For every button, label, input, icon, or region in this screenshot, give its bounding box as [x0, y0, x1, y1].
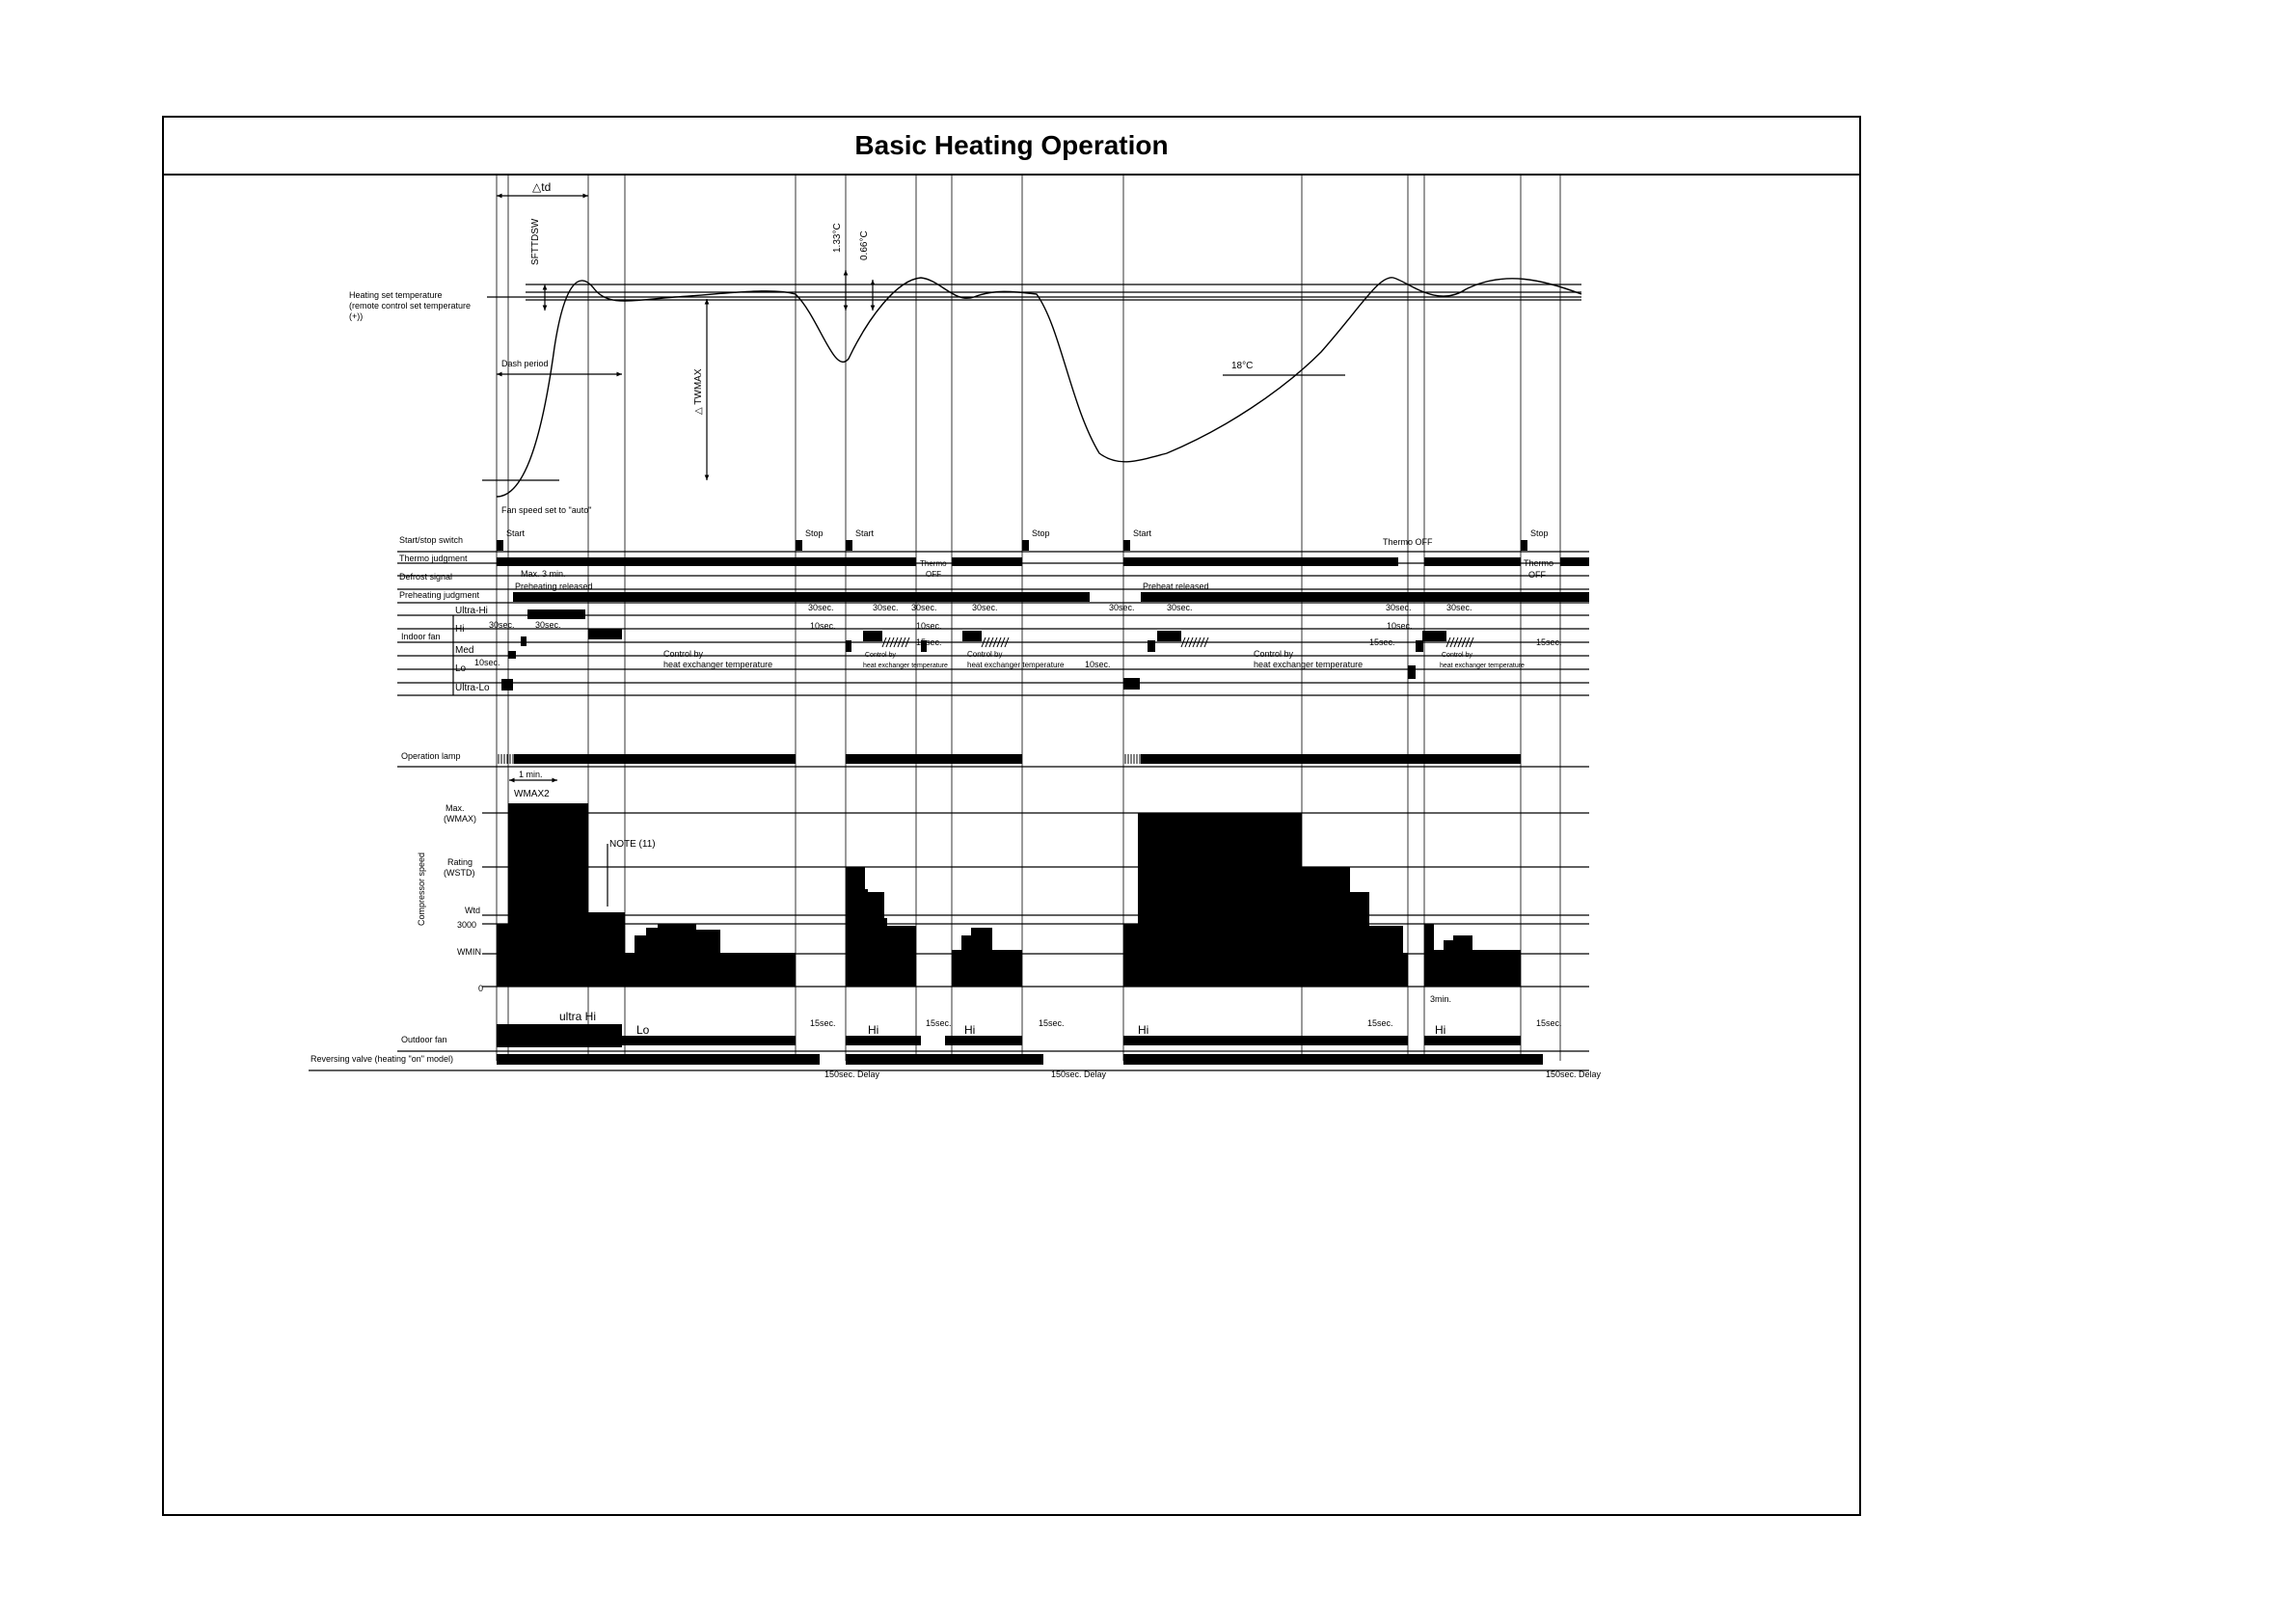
compressor-speed-block: [1123, 924, 1138, 987]
compressor-step: [872, 901, 876, 935]
compressor-step: [1340, 914, 1345, 943]
switch-pulse: [1022, 540, 1029, 551]
arrow-head: [509, 778, 515, 783]
arrow-head: [552, 778, 557, 783]
time-30s-label: 30sec.: [911, 603, 937, 612]
fan-speed-bar: [1123, 678, 1140, 690]
wmax2-label: WMAX2: [514, 789, 550, 799]
outdoor-fan-bar: [1424, 1036, 1521, 1045]
compressor-speed-block: [971, 928, 992, 987]
control-by-label: heat exchanger temperature: [1254, 660, 1364, 669]
dash-period-label: Dash period: [501, 359, 549, 368]
setpoint-label-line-1: Heating set temperature: [349, 290, 443, 300]
note11-label: NOTE (11): [609, 839, 656, 850]
compressor-speed-block: [884, 926, 916, 987]
switch-event-label: Stop: [1530, 528, 1549, 538]
switch-pulse: [846, 540, 852, 551]
max3-label: Max. 3 min.: [521, 569, 566, 579]
time-30s-label: 30sec.: [873, 603, 899, 612]
reversing-valve-label: Reversing valve (heating "on" model): [311, 1054, 453, 1064]
time-30s-label: 30sec.: [1167, 603, 1193, 612]
compressor-speed-block: [992, 950, 1022, 987]
time-15s-label: 15sec.: [1536, 637, 1562, 647]
band-upper-label: 1.33°C: [832, 223, 843, 253]
time-15s-label: 15sec.: [1039, 1018, 1065, 1028]
outdoor-fan-bar: [497, 1024, 622, 1047]
hi-label: Hi: [868, 1023, 879, 1037]
lo-label: Lo: [636, 1023, 650, 1037]
control-by-label: heat exchanger temperature: [663, 660, 773, 669]
fan-speed-bar: [527, 609, 585, 619]
time-30s-label: 30sec.: [1109, 603, 1135, 612]
hi-label: Hi: [1435, 1023, 1446, 1037]
delta-twmax-label: △ TWMAX: [693, 368, 704, 415]
fan-level-label: Med: [455, 645, 474, 656]
hi-label: Hi: [964, 1023, 976, 1037]
fan-speed-bar: [846, 640, 851, 652]
arrow-head: [871, 280, 876, 285]
compressor-rating-label: Rating: [447, 857, 473, 867]
time-30s-label: 30sec.: [489, 620, 515, 630]
compressor-speed-block: [1403, 953, 1408, 987]
indoor-fan-label: Indoor fan: [401, 632, 441, 641]
time-10s-label: 10sec.: [810, 621, 836, 631]
compressor-step: [883, 918, 887, 935]
band-lower-label: 0.66°C: [859, 230, 870, 260]
setpoint-label-line-2: (remote control set temperature: [349, 301, 472, 311]
outdoor-fan-bar: [945, 1036, 1022, 1045]
compressor-step: [864, 889, 868, 935]
compressor-step: [876, 907, 879, 935]
compressor-step: [1321, 883, 1326, 932]
compressor-speed-block: [1453, 935, 1472, 987]
fan-speed-bar: [1148, 640, 1155, 652]
three-min-label: 3min.: [1430, 994, 1452, 1004]
switch-event-label: Start: [506, 528, 526, 538]
delta-td-label: △td: [532, 180, 552, 194]
reversing-valve-bar: [846, 1054, 1043, 1065]
thermo-stop-label: OFF: [1528, 570, 1546, 580]
time-10s-label: 10sec.: [916, 621, 942, 631]
arrow-head: [616, 372, 622, 377]
control-by-label: Control by: [967, 650, 1003, 659]
compressor-step: [1326, 891, 1331, 934]
control-by-label: heat exchanger temperature: [1440, 663, 1525, 669]
fan-speed-bar: [508, 651, 516, 659]
operation-lamp-bar: [1141, 754, 1521, 764]
compressor-speed-block: [1369, 926, 1403, 987]
outdoor-fan-bar: [846, 1036, 921, 1045]
arrow-head: [543, 284, 548, 290]
compressor-speed-block: [646, 928, 658, 987]
compressor-step: [1316, 876, 1321, 929]
setpoint-label-line-3: (+)): [349, 311, 364, 321]
switch-event-label: Stop: [1032, 528, 1050, 538]
fan-level-label: Ultra-Hi: [455, 606, 488, 616]
compressor-step: [1331, 899, 1336, 937]
thermo-bar: [1123, 557, 1398, 566]
preheat-released-label: Preheat released: [1143, 582, 1209, 591]
preheat-bar: [1141, 592, 1589, 602]
arrow-head: [543, 305, 548, 311]
fan-speed-bar: [501, 679, 513, 690]
thermo-bar: [952, 557, 1022, 566]
hi-label: Hi: [1138, 1023, 1149, 1037]
time-30s-label: 30sec.: [535, 620, 561, 630]
compressor-speed-block: [720, 953, 796, 987]
thermo-bar: [497, 557, 916, 566]
compressor-speed-block: [696, 930, 720, 987]
thermo-off-label: OFF: [926, 570, 941, 579]
preheating-released-label: Preheating released: [515, 582, 593, 591]
fan-speed-bar: [863, 631, 882, 641]
compressor-speed-label: Compressor speed: [417, 852, 426, 926]
fan-auto-label: Fan speed set to "auto": [501, 505, 592, 515]
compressor-step: [856, 878, 860, 935]
fan-level-label: Ultra-Lo: [455, 683, 490, 693]
thermo-off-label: Thermo: [920, 559, 947, 568]
compressor-3000-label: 3000: [457, 920, 477, 930]
compressor-step: [1336, 907, 1340, 940]
control-by-label: heat exchanger temperature: [967, 661, 1065, 669]
fan-level-label: Hi: [455, 624, 465, 635]
compressor-step: [879, 912, 883, 935]
operation-lamp-bar: [846, 754, 1022, 764]
compressor-speed-block: [497, 924, 508, 987]
ultra-hi-label: ultra Hi: [559, 1010, 597, 1023]
thermo-bar: [1424, 557, 1521, 566]
sfttdsw-label: SFTTDSW: [530, 218, 541, 265]
compressor-max-label: Max.: [446, 803, 465, 813]
arrow-head: [582, 194, 588, 199]
arrow-head: [844, 270, 849, 276]
compressor-step: [1311, 868, 1316, 926]
switch-event-label: Stop: [805, 528, 824, 538]
outdoor-fan-bar: [622, 1036, 796, 1045]
compressor-speed-block: [1472, 950, 1521, 987]
diagram-title: Basic Heating Operation: [854, 130, 1169, 160]
compressor-step: [1345, 922, 1350, 946]
compressor-speed-block: [1444, 940, 1453, 987]
one-min-label: 1 min.: [519, 770, 543, 779]
operation-lamp-bar: [514, 754, 796, 764]
time-30s-label: 30sec.: [808, 603, 834, 612]
arrow-head: [871, 305, 876, 311]
fan-speed-bar: [588, 629, 622, 639]
time-10s-label: 10sec.: [474, 658, 500, 667]
time-10s-label: 10sec.: [1085, 660, 1111, 669]
time-15s-label: 15sec.: [1369, 637, 1395, 647]
thermo-stop-label: Thermo: [1524, 558, 1554, 568]
fan-level-label: Lo: [455, 663, 467, 674]
time-10s-label: 10sec.: [1387, 621, 1413, 631]
fan-speed-bar: [1416, 640, 1423, 652]
compressor-step: [860, 883, 864, 935]
arrow-head: [497, 372, 502, 377]
compressor-speed-block: [961, 935, 971, 987]
switch-event-label: Start: [855, 528, 875, 538]
fan-speed-bar: [1408, 665, 1416, 679]
time-15s-label: 15sec.: [810, 1018, 836, 1028]
time-30s-label: 30sec.: [1446, 603, 1472, 612]
arrow-head: [844, 305, 849, 311]
switch-event-label: Start: [1133, 528, 1152, 538]
compressor-zero-label: 0: [478, 984, 484, 993]
compressor-wmin-label: WMIN: [457, 947, 481, 957]
defrost-label: Defrost signal: [399, 572, 453, 582]
delay-label: 150sec. Delay: [1546, 1069, 1602, 1079]
switch-pulse: [1521, 540, 1527, 551]
control-by-label: Control by: [1442, 652, 1472, 659]
thermo-label: Thermo judgment: [399, 554, 468, 563]
compressor-speed-block: [1138, 813, 1302, 987]
switch-pulse: [497, 540, 503, 551]
time-15s-label: 15sec.: [916, 637, 942, 647]
compressor-speed-block: [1434, 950, 1444, 987]
delay-label: 150sec. Delay: [1051, 1069, 1107, 1079]
time-15s-label: 15sec.: [926, 1018, 952, 1028]
time-30s-label: 30sec.: [972, 603, 998, 612]
outdoor-fan-bar: [1123, 1036, 1408, 1045]
fan-speed-bar: [962, 631, 982, 641]
time-15s-label: 15sec.: [1536, 1018, 1562, 1028]
compressor-rating-label: (WSTD): [444, 868, 475, 878]
fan-speed-bar: [1157, 631, 1181, 641]
control-by-label: heat exchanger temperature: [863, 663, 948, 669]
start-stop-label: Start/stop switch: [399, 535, 464, 545]
control-by-label: Control by: [1254, 649, 1294, 659]
arrow-head: [497, 194, 502, 199]
arrow-head: [705, 474, 710, 480]
reversing-valve-bar: [1123, 1054, 1543, 1065]
compressor-speed-block: [952, 950, 961, 987]
compressor-speed-block: [1424, 924, 1434, 987]
compressor-step: [868, 895, 872, 935]
outdoor-fan-label: Outdoor fan: [401, 1035, 447, 1044]
compressor-step: [1350, 930, 1355, 949]
control-by-label: Control by: [663, 649, 704, 659]
reversing-valve-bar: [497, 1054, 820, 1065]
compressor-speed-block: [625, 953, 635, 987]
fan-speed-bar: [521, 636, 527, 646]
thermo-bar: [1560, 557, 1589, 566]
delay-label: 150sec. Delay: [824, 1069, 880, 1079]
compressor-max-label: (WMAX): [444, 814, 476, 824]
preheat-label: Preheating judgment: [399, 590, 480, 600]
temp-18-label: 18°C: [1231, 361, 1254, 371]
compressor-speed-block: [635, 935, 646, 987]
time-30s-label: 30sec.: [1386, 603, 1412, 612]
temperature-curve: [497, 278, 1581, 497]
compressor-step: [1355, 937, 1360, 952]
fan-speed-bar: [1422, 631, 1446, 641]
control-by-label: Control by: [865, 652, 896, 659]
compressor-speed-block: [658, 924, 696, 987]
compressor-speed-block: [588, 912, 625, 987]
time-15s-label: 15sec.: [1367, 1018, 1393, 1028]
compressor-speed-block: [508, 803, 588, 987]
preheat-bar: [513, 592, 1090, 602]
compressor-wtd-label: Wtd: [465, 906, 481, 915]
switch-pulse: [796, 540, 802, 551]
switch-pulse: [1123, 540, 1130, 551]
operation-lamp-label: Operation lamp: [401, 751, 461, 761]
thermo-off-label: Thermo OFF: [1383, 537, 1433, 547]
